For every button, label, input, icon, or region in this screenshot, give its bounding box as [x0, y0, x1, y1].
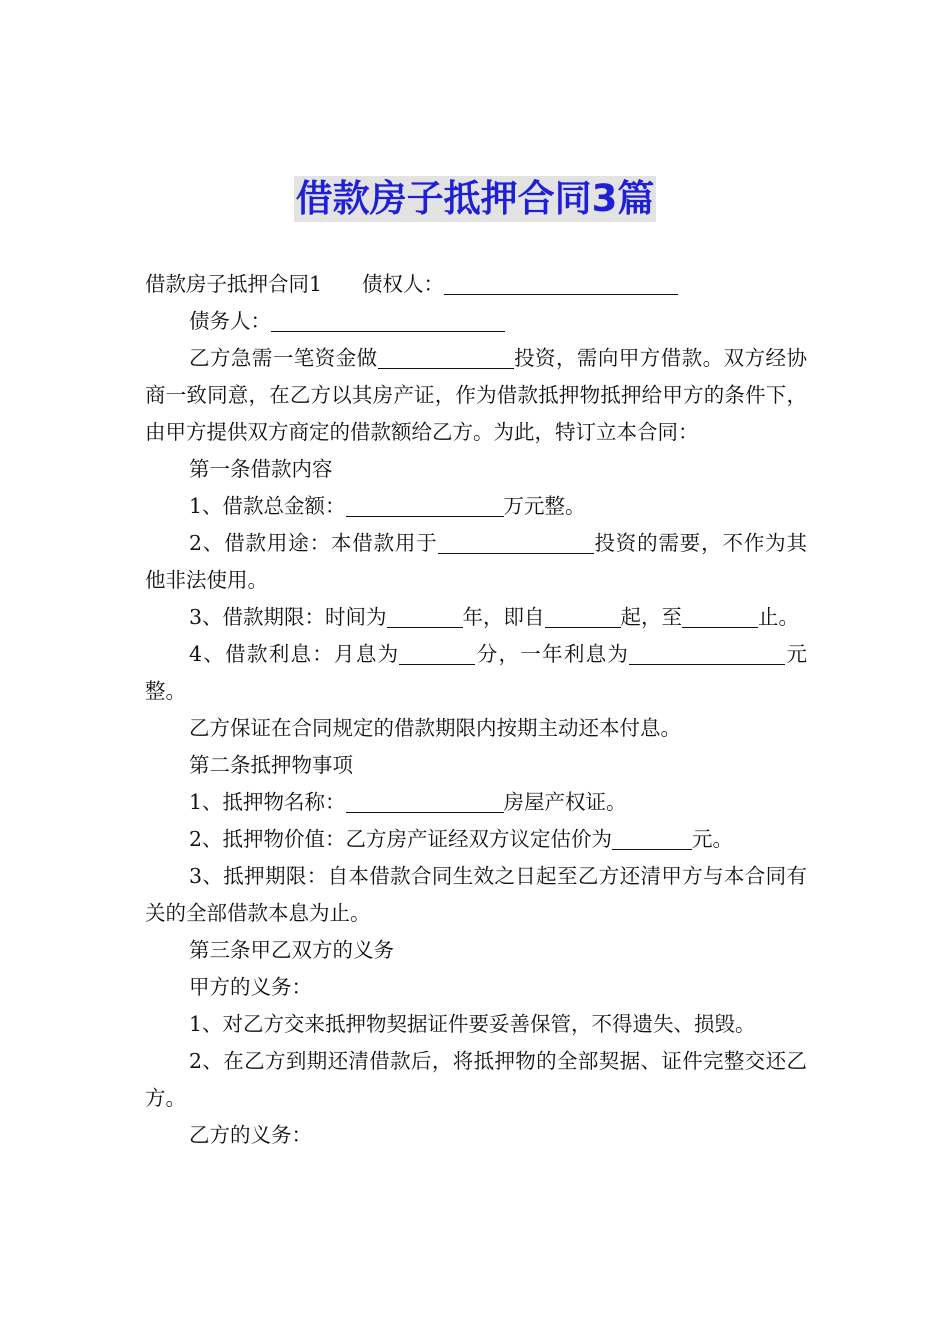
debtor-label: 债务人： — [189, 309, 271, 333]
document-body — [145, 266, 807, 1154]
loan-purpose-blank[interactable] — [438, 531, 594, 554]
collateral-name-blank[interactable] — [346, 790, 504, 813]
annual-interest-blank[interactable] — [629, 642, 785, 665]
item-text: 万元整。 — [503, 494, 586, 518]
collateral-value-blank[interactable] — [612, 827, 692, 850]
item-text: 年，即自 — [462, 605, 545, 629]
item-text: 起，至 — [620, 605, 683, 629]
intro-text-2: 投资，需向甲方借款。双方经协商一致同意，在乙方以其房产证，作为借款抵押物抵押给甲方的条件下，由甲方提供双方商定的借款额给乙方。为此，特订立本合同： — [145, 346, 807, 444]
party-a-duties-label: 甲方的义务： — [189, 975, 312, 999]
term-start-blank[interactable] — [545, 605, 621, 628]
intro-text-1: 乙方急需一笔资金做 — [189, 346, 378, 370]
header-line — [145, 266, 807, 303]
debtor-line — [145, 303, 807, 340]
article2-heading: 第二条抵押物事项 — [189, 753, 353, 777]
term-end-blank[interactable] — [682, 605, 758, 628]
loan-amount-blank[interactable] — [346, 494, 504, 517]
item-text: 止。 — [758, 605, 800, 629]
item-text: 2、借款用途：本借款用于 — [189, 531, 438, 555]
article1-item4 — [145, 636, 807, 710]
document-title: 借款房子抵押合同3篇 — [295, 177, 655, 220]
item-text: 元整。 — [145, 642, 808, 703]
item-text: 分，一年利息为 — [475, 642, 630, 666]
intro-paragraph — [145, 340, 807, 451]
item-text: 2、抵押物价值：乙方房产证经双方议定估价为 — [189, 827, 613, 851]
article3-heading: 第三条甲乙双方的义务 — [189, 938, 394, 962]
item-text: 房屋产权证。 — [503, 790, 627, 814]
debtor-blank[interactable] — [271, 309, 505, 332]
party-a-duty-1: 1、对乙方交来抵押物契据证件要妥善保管，不得遗失、损毁。 — [189, 1012, 756, 1036]
article1-item1 — [145, 488, 807, 525]
article1-item2 — [145, 525, 807, 599]
guarantee-line: 乙方保证在合同规定的借款期限内按期主动还本付息。 — [189, 716, 681, 740]
article2-item3: 3、抵押期限：自本借款合同生效之日起至乙方还清甲方与本合同有关的全部借款本息为止。 — [145, 864, 807, 925]
item-text: 1、抵押物名称： — [189, 790, 346, 814]
title-container — [0, 176, 950, 222]
article2-item2 — [145, 821, 807, 858]
creditor-blank[interactable] — [444, 272, 678, 295]
creditor-label: 债权人： — [362, 272, 445, 296]
investment-blank[interactable] — [378, 346, 514, 369]
item-text: 4、借款利息：月息为 — [189, 642, 400, 666]
term-years-blank[interactable] — [387, 605, 463, 628]
party-b-duties-label: 乙方的义务： — [189, 1123, 312, 1147]
article1-heading: 第一条借款内容 — [189, 457, 333, 481]
doc-label: 借款房子抵押合同1 — [145, 272, 323, 296]
article2-item1 — [145, 784, 807, 821]
party-a-duty-2: 2、在乙方到期还清借款后，将抵押物的全部契据、证件完整交还乙方。 — [145, 1049, 807, 1110]
item-text: 3、借款期限：时间为 — [189, 605, 387, 629]
item-text: 元。 — [692, 827, 734, 851]
item-text: 投资的需要，不作为其他非法使用。 — [145, 531, 807, 592]
monthly-interest-blank[interactable] — [399, 642, 475, 665]
article1-item3 — [145, 599, 807, 636]
item-text: 1、借款总金额： — [189, 494, 346, 518]
